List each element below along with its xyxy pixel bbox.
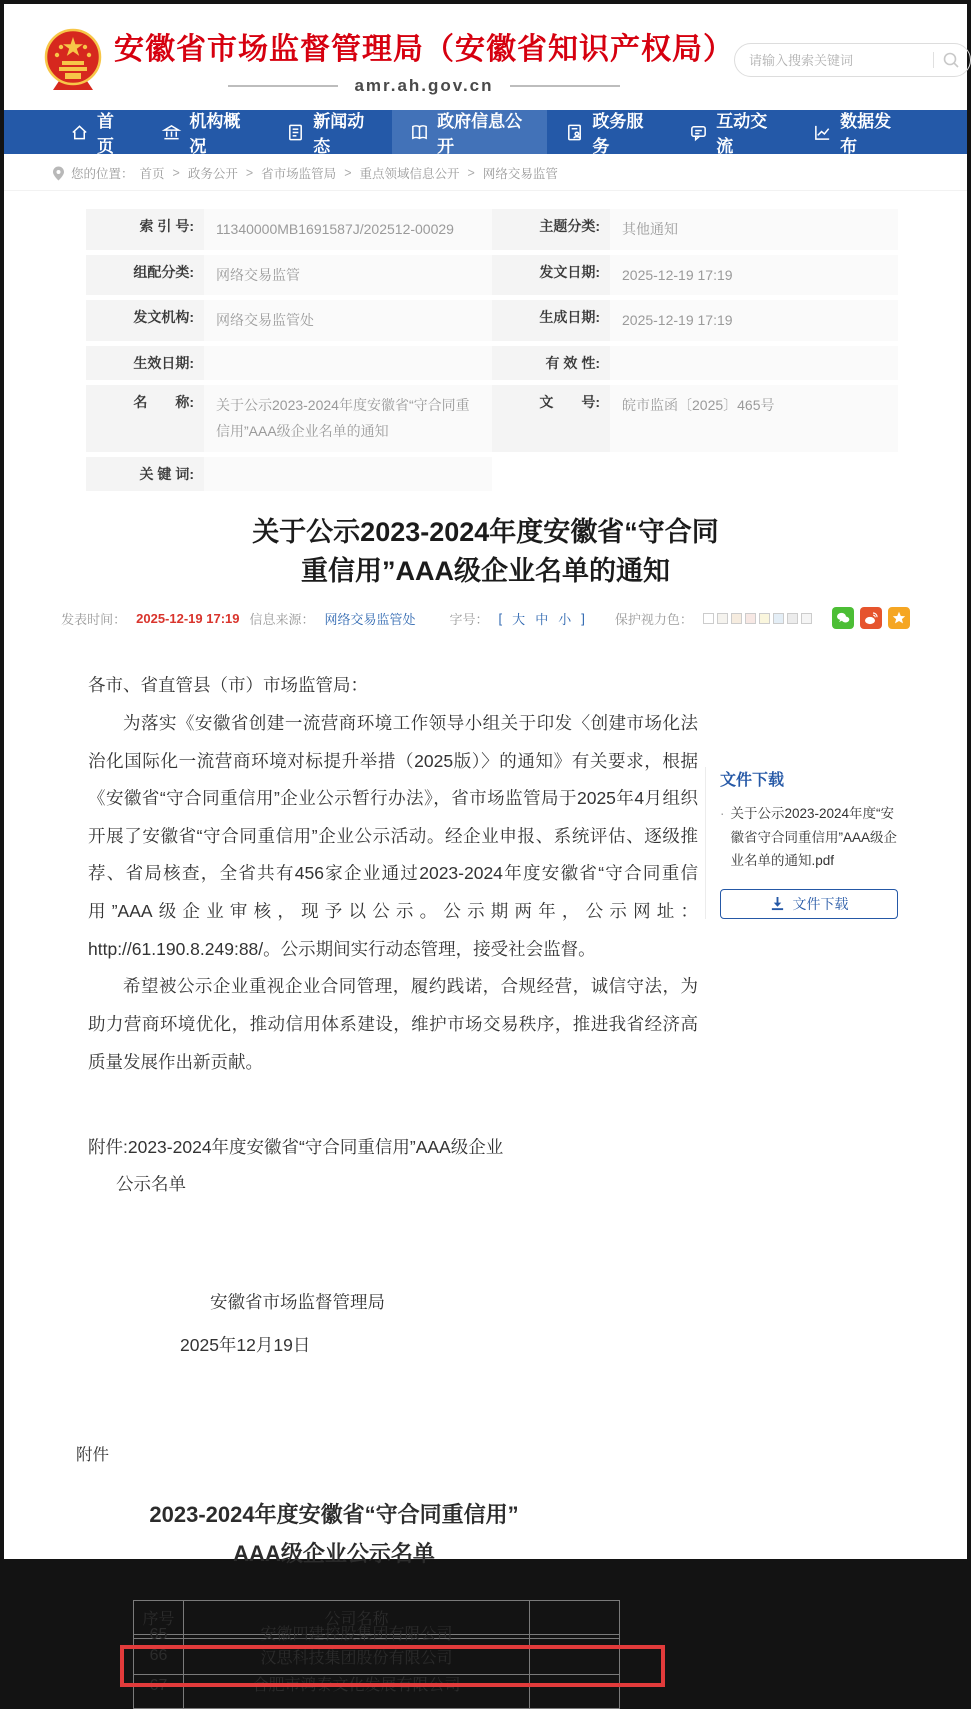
breadcrumb-link-home[interactable]: 首页: [139, 167, 165, 181]
row-no: 66: [134, 1638, 184, 1674]
meta-value-group-category: 网络交易监管: [204, 255, 492, 296]
meta-value-doc-number: 皖市监函〔2025〕465号: [610, 385, 898, 452]
breadcrumb-link-online-trade[interactable]: 网络交易监管: [482, 167, 558, 181]
source-label: 信息来源：: [249, 611, 315, 627]
column-header-extra: [530, 1600, 620, 1634]
meta-label: 主题分类:: [492, 209, 610, 250]
breadcrumb-link-key-areas[interactable]: 重点领域信息公开: [359, 167, 460, 181]
column-header-no: 序号: [134, 1600, 184, 1634]
site-url-row: [114, 76, 734, 96]
webpage: [4, 4, 967, 1694]
breadcrumb-separator: >: [467, 166, 475, 180]
meta-label: 生效日期:: [86, 346, 204, 380]
bullet-icon: ·: [720, 806, 725, 821]
nav-item-services[interactable]: [547, 110, 671, 154]
fontsize-large-button[interactable]: 大: [512, 611, 526, 627]
info-disclosure-icon: [410, 123, 429, 142]
nav-item-label: 数据发布: [840, 112, 892, 156]
row-no: 67: [149, 1676, 168, 1694]
meta-value-create-date: 2025-12-19 17:19: [610, 300, 898, 341]
page-title: [4, 513, 967, 591]
right-rule: [510, 85, 620, 87]
nav-item-institution[interactable]: [144, 110, 268, 154]
wechat-share-icon[interactable]: [832, 607, 854, 629]
national-emblem-logo: [42, 27, 104, 93]
breadcrumb-separator: >: [172, 166, 180, 180]
download-icon: [770, 896, 785, 911]
nav-item-data[interactable]: [795, 110, 919, 154]
nav-item-home[interactable]: [52, 110, 144, 154]
breadcrumb-link-bureau[interactable]: 省市场监管局: [261, 167, 337, 181]
site-url: amr.ah.gov.cn: [354, 76, 494, 95]
file-download-panel: [705, 767, 901, 919]
color-swatch[interactable]: [759, 613, 770, 624]
company-table-wrap: [133, 1600, 620, 1709]
salutation: 各市、省直管县（市）市场监管局：: [88, 675, 368, 696]
company-name: 安徽四建控股集团有限公司: [260, 1625, 453, 1643]
signature-block: [4, 1289, 967, 1357]
color-swatch[interactable]: [703, 613, 714, 624]
color-swatch[interactable]: [745, 613, 756, 624]
weibo-share-icon[interactable]: [860, 607, 882, 629]
file-list-item: [720, 802, 901, 873]
news-icon: [286, 123, 305, 142]
fontsize-bracket: [: [498, 610, 503, 626]
page-title-line2: 重信用”AAA级企业名单的通知: [301, 556, 670, 587]
search-icon[interactable]: [942, 51, 960, 69]
search-divider: [933, 52, 934, 68]
main-nav: [4, 110, 967, 154]
company-name: 汉思科技集团股份有限公司: [183, 1638, 529, 1674]
search-box[interactable]: [734, 43, 971, 77]
file-download-title: 文件下载: [720, 772, 785, 789]
attachment-title-line2: AAA级企业公示名单: [233, 1541, 435, 1567]
meta-value-issuing-org: 网络交易监管处: [204, 300, 492, 341]
site-title: 安徽省市场监督管理局（安徽省知识产权局）: [114, 33, 734, 66]
fontsize-label: 字号：: [449, 611, 489, 627]
file-download-button-label: 文件下载: [792, 895, 849, 912]
color-swatch[interactable]: [773, 613, 784, 624]
nav-item-label: 政务服务: [592, 112, 644, 156]
meta-label: 生成日期:: [492, 300, 610, 341]
meta-label: 发文日期:: [492, 255, 610, 296]
meta-value-topic-category: 其他通知: [610, 209, 898, 250]
meta-label: 组配分类:: [86, 255, 204, 296]
services-icon: [565, 123, 584, 142]
breadcrumb-separator: >: [245, 166, 254, 180]
table-row: [134, 1674, 620, 1708]
article-info-bar: [4, 607, 967, 629]
color-swatch[interactable]: [731, 613, 742, 624]
main-content: [4, 209, 967, 1709]
pdf-file-link[interactable]: 关于公示2023-2024年度“安徽省守合同重信用”AAA级企业名单的通知.pdf: [730, 806, 898, 869]
breadcrumb-separator: >: [344, 166, 352, 180]
meta-label: 发文机构:: [86, 300, 204, 341]
color-swatch[interactable]: [717, 613, 728, 624]
source-link[interactable]: 网络交易监管处: [324, 611, 416, 627]
meta-label: 有 效 性:: [492, 346, 610, 380]
paragraph-1: 为落实《安徽省创建一流营商环境工作领导小组关于印发〈创建市场化法治化国际化一流营商环境对标提升举措（2025版）〉的通知》有关要求，根据《安徽省“守合同重信用”企业公示暂行办法》，省市场监管局于2025年4月组织开展了安徽省“守合同重信用”企业公示活动。经企业申报、系统评估、逐级推荐、省局核查，全省共有456家企业通过2023-2024年度安徽省“守合同重信用”AAA级企业审核，现予以公示。公示期两年，公示网址：http://61.190.8.249:88/。公示期间实行动态管理，接受社会监督。: [88, 712, 698, 959]
attachment-title: [84, 1495, 584, 1574]
article-body: [88, 667, 698, 1081]
color-swatch[interactable]: [801, 613, 812, 624]
interaction-icon: [689, 123, 708, 142]
eye-protection-swatches: [703, 613, 812, 624]
meta-value-doc-name: 关于公示2023-2024年度安徽省“守合同重信用”AAA级企业名单的通知: [204, 385, 492, 452]
attachment-section-label: 附件: [76, 1445, 109, 1464]
favorite-star-icon[interactable]: [888, 607, 910, 629]
company-table: [133, 1600, 620, 1709]
color-swatch[interactable]: [787, 613, 798, 624]
site-title-block: [114, 24, 734, 96]
meta-value-validity: [610, 346, 898, 380]
eyecolor-label: 保护视力色：: [614, 611, 693, 627]
breadcrumb-prefix: 您的位置：: [71, 167, 134, 181]
meta-value-index-no: 11340000MB1691587J/202512-00029: [204, 209, 492, 250]
meta-label: 关 键 词:: [86, 457, 204, 491]
meta-value-effective-date: [204, 346, 492, 380]
fontsize-medium-button[interactable]: 中: [535, 611, 549, 627]
meta-label: 文 号:: [492, 385, 610, 452]
attachment-note-line1: 附件:2023-2024年度安徽省“守合同重信用”AAA级企业: [88, 1137, 504, 1158]
company-name: 合肥市鸿泰文化发展有限公司: [252, 1676, 461, 1694]
sign-date: 2025年12月19日: [180, 1334, 311, 1355]
breadcrumb: [4, 154, 967, 191]
home-icon: [70, 123, 89, 142]
row-no: 65: [149, 1625, 168, 1643]
search-input[interactable]: [749, 53, 925, 68]
breadcrumb-link-gov-open[interactable]: 政务公开: [187, 167, 238, 181]
site-header: [4, 4, 967, 110]
meta-value-issue-date: 2025-12-19 17:19: [610, 255, 898, 296]
attachment-note: [88, 1129, 698, 1203]
nav-item-label: 首页: [97, 112, 114, 156]
fontsize-bracket: ]: [581, 610, 585, 626]
attachment-note-line2: 公示名单: [116, 1173, 186, 1194]
paragraph-2: 希望被公示企业重视企业合同管理，履约践诺，合规经营，诚信守法，为助力营商环境优化，推动信用体系建设，维护市场交易秩序，推进我省经济高质量发展作出新贡献。: [88, 976, 698, 1072]
meta-value-keywords: [204, 457, 492, 491]
meta-label: 索 引 号:: [86, 209, 204, 250]
location-pin-icon: [52, 166, 65, 181]
fontsize-small-button[interactable]: 小: [558, 611, 572, 627]
nav-item-news[interactable]: [268, 110, 392, 154]
nav-item-info-disclosure[interactable]: [392, 110, 547, 154]
signer-org: 安徽省市场监督管理局: [210, 1291, 385, 1312]
publish-time-label: 发表时间：: [61, 611, 127, 627]
meta-label: 名 称:: [86, 385, 204, 452]
attachment-title-line1: 2023-2024年度安徽省“守合同重信用”: [149, 1501, 519, 1527]
publish-time: 2025-12-19 17:19: [136, 610, 240, 626]
nav-item-interaction[interactable]: [671, 110, 795, 154]
document-meta-table: [86, 209, 898, 491]
nav-item-label: 互动交流: [716, 112, 768, 156]
left-rule: [228, 85, 338, 87]
nav-item-label: 新闻动态: [313, 112, 365, 156]
institution-icon: [162, 123, 181, 142]
nav-item-label: 政府信息公开: [437, 112, 523, 156]
share-icons: [832, 607, 910, 629]
nav-item-label: 机构概况: [189, 112, 241, 156]
column-header-company: 公司名称: [183, 1600, 529, 1634]
data-icon: [813, 123, 832, 142]
file-download-button[interactable]: [720, 889, 898, 919]
page-title-line1: 关于公示2023-2024年度安徽省“守合同: [252, 516, 719, 547]
